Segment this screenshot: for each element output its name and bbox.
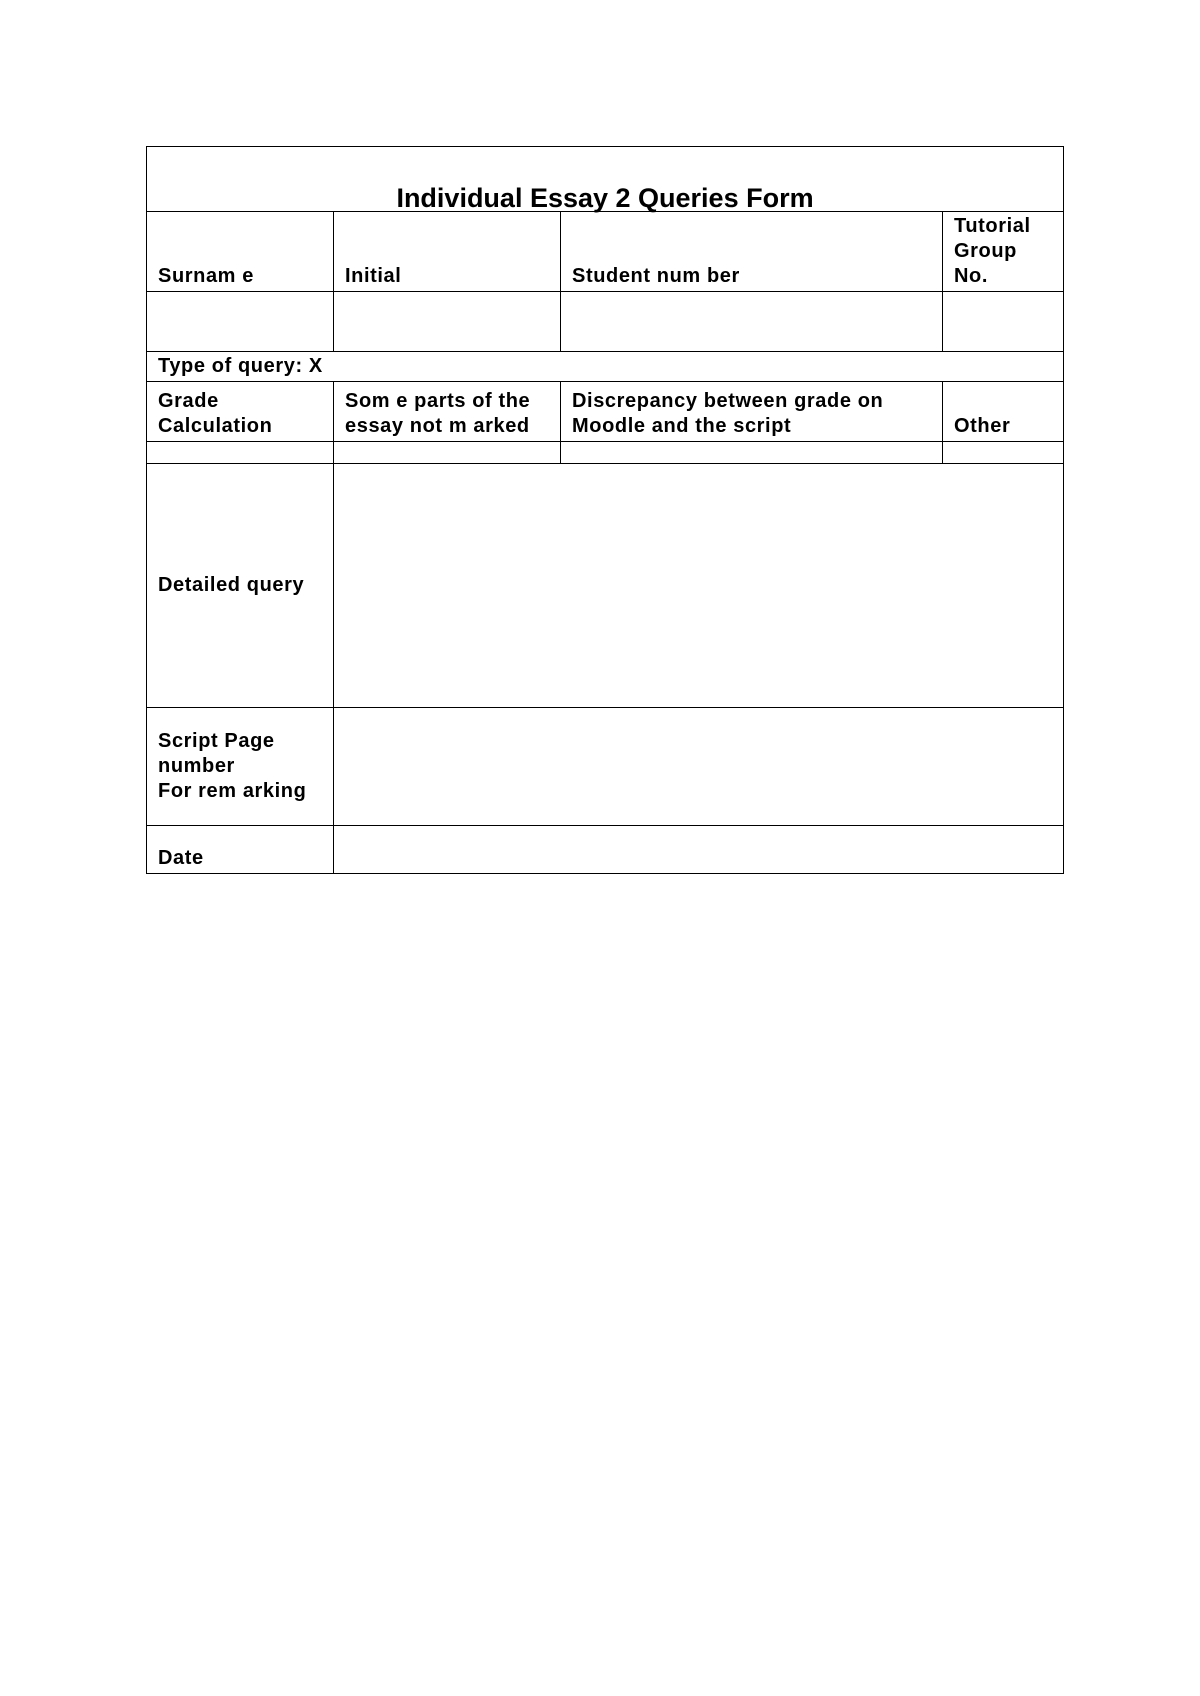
grade-calculation-label: Grade Calculation bbox=[147, 382, 334, 442]
type-of-query-label: Type of query: X bbox=[147, 352, 1064, 382]
script-page-label: Script Page number For rem arking bbox=[147, 708, 334, 826]
other-mark-field[interactable] bbox=[943, 442, 1064, 464]
initial-field[interactable] bbox=[334, 292, 561, 352]
discrepancy-mark-field[interactable] bbox=[561, 442, 943, 464]
date-label: Date bbox=[147, 826, 334, 874]
student-number-label: Student num ber bbox=[561, 212, 943, 292]
detailed-query-label: Detailed query bbox=[147, 464, 334, 708]
date-field[interactable] bbox=[334, 826, 1064, 874]
queries-form-table bbox=[146, 146, 1064, 874]
discrepancy-label: Discrepancy between grade on Moodle and the script bbox=[561, 382, 943, 442]
surname-label: Surnam e bbox=[147, 212, 334, 292]
tutorial-group-field[interactable] bbox=[943, 292, 1064, 352]
tutorial-group-label: Tutorial Group No. bbox=[943, 212, 1064, 292]
student-number-field[interactable] bbox=[561, 292, 943, 352]
other-label: Other bbox=[943, 382, 1064, 442]
initial-label: Initial bbox=[334, 212, 561, 292]
surname-field[interactable] bbox=[147, 292, 334, 352]
detailed-query-field[interactable] bbox=[334, 464, 1064, 708]
form-title: Individual Essay 2 Queries Form bbox=[147, 147, 1064, 212]
some-parts-not-marked-label: Som e parts of the essay not m arked bbox=[334, 382, 561, 442]
some-parts-mark-field[interactable] bbox=[334, 442, 561, 464]
grade-calculation-mark-field[interactable] bbox=[147, 442, 334, 464]
script-page-field[interactable] bbox=[334, 708, 1064, 826]
